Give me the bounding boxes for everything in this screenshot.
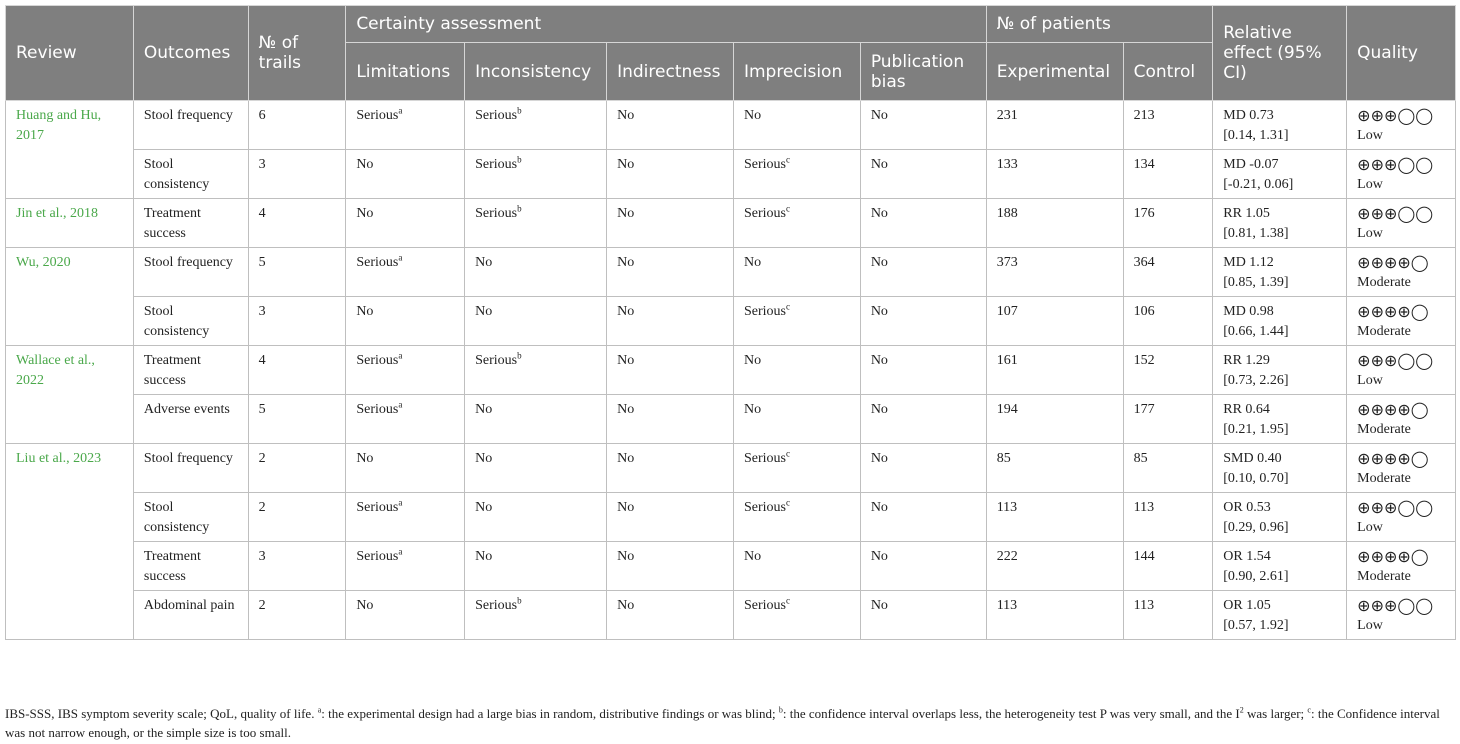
quality-cell — [1347, 297, 1456, 346]
imprecision-cell — [733, 444, 860, 493]
header-control: Control — [1123, 43, 1213, 101]
trials-cell: 4 — [248, 346, 346, 395]
inconsistency-cell-footnote-mark: b — [517, 595, 522, 606]
imprecision-cell-text: Serious — [743, 500, 786, 515]
inconsistency-cell-text: No — [475, 549, 493, 564]
publication-bias-cell: No — [860, 297, 986, 346]
outcome-cell: Abdominal pain — [133, 591, 248, 640]
imprecision-cell-text: Serious — [743, 157, 786, 172]
limitations-cell-text: Serious — [356, 500, 399, 515]
outcome-cell: Treatment success — [133, 542, 248, 591]
quality-rating: Moderate — [1357, 471, 1411, 486]
confidence-interval: [0.57, 1.92] — [1223, 618, 1289, 633]
inconsistency-cell-text: No — [475, 304, 493, 319]
publication-bias-cell: No — [860, 199, 986, 248]
confidence-interval: [-0.21, 0.06] — [1223, 177, 1294, 192]
experimental-cell: 373 — [986, 248, 1123, 297]
imprecision-cell-footnote-mark: c — [785, 595, 790, 606]
quality-symbols-icon: ⊕⊕⊕◯◯ — [1357, 596, 1434, 615]
limitations-cell — [346, 591, 465, 640]
inconsistency-cell — [465, 395, 607, 444]
quality-cell — [1347, 346, 1456, 395]
quality-symbols-icon: ⊕⊕⊕⊕◯ — [1357, 400, 1429, 419]
confidence-interval: [0.73, 2.26] — [1223, 373, 1289, 388]
control-cell: 113 — [1123, 591, 1213, 640]
imprecision-cell-footnote-mark: c — [785, 154, 790, 165]
effect-estimate: MD 0.73 — [1223, 108, 1274, 123]
limitations-cell-text: Serious — [356, 108, 399, 123]
control-cell: 106 — [1123, 297, 1213, 346]
quality-cell — [1347, 444, 1456, 493]
imprecision-cell — [733, 101, 860, 150]
limitations-cell-text: No — [356, 598, 374, 613]
table-row — [6, 199, 1456, 248]
inconsistency-cell-text: Serious — [475, 206, 518, 221]
trials-cell: 5 — [248, 248, 346, 297]
imprecision-cell-text: No — [743, 549, 762, 564]
imprecision-cell — [733, 248, 860, 297]
outcome-cell: Treatment success — [133, 199, 248, 248]
inconsistency-cell-text: No — [475, 255, 493, 270]
publication-bias-cell: No — [860, 346, 986, 395]
quality-rating: Moderate — [1357, 569, 1411, 584]
trials-cell: 2 — [248, 493, 346, 542]
effect-estimate: MD -0.07 — [1223, 157, 1279, 172]
quality-cell — [1347, 395, 1456, 444]
limitations-cell-text: No — [356, 157, 374, 172]
limitations-cell — [346, 395, 465, 444]
experimental-cell: 85 — [986, 444, 1123, 493]
outcome-cell: Stool frequency — [133, 101, 248, 150]
quality-rating: Low — [1357, 128, 1383, 143]
quality-symbols-icon: ⊕⊕⊕⊕◯ — [1357, 302, 1429, 321]
inconsistency-cell — [465, 297, 607, 346]
quality-cell — [1347, 591, 1456, 640]
relative-effect-cell — [1213, 346, 1347, 395]
effect-estimate: MD 0.98 — [1223, 304, 1274, 319]
inconsistency-cell — [465, 199, 607, 248]
header-trials: № of trails — [248, 6, 346, 101]
table-row — [6, 346, 1456, 395]
publication-bias-cell: No — [860, 542, 986, 591]
limitations-cell-text: No — [356, 451, 374, 466]
relative-effect-cell — [1213, 395, 1347, 444]
outcome-cell: Stool consistency — [133, 297, 248, 346]
indirectness-cell: No — [607, 395, 734, 444]
header-quality: Quality — [1347, 6, 1456, 101]
table-row — [6, 444, 1456, 493]
imprecision-cell-footnote-mark: c — [785, 448, 790, 459]
relative-effect-cell — [1213, 150, 1347, 199]
review-cell: Wallace et al., 2022 — [6, 346, 134, 444]
outcome-cell: Stool consistency — [133, 150, 248, 199]
control-cell: 152 — [1123, 346, 1213, 395]
inconsistency-cell — [465, 101, 607, 150]
quality-cell — [1347, 248, 1456, 297]
trials-cell: 5 — [248, 395, 346, 444]
trials-cell: 3 — [248, 150, 346, 199]
inconsistency-cell — [465, 346, 607, 395]
confidence-interval: [0.21, 1.95] — [1223, 422, 1289, 437]
indirectness-cell: No — [607, 493, 734, 542]
publication-bias-cell: No — [860, 591, 986, 640]
limitations-cell-footnote-mark: a — [398, 350, 403, 361]
limitations-cell — [346, 101, 465, 150]
limitations-cell-text: Serious — [356, 549, 399, 564]
imprecision-cell — [733, 542, 860, 591]
imprecision-cell-text: No — [743, 353, 762, 368]
table-row — [6, 493, 1456, 542]
inconsistency-cell — [465, 150, 607, 199]
review-cell: Huang and Hu, 2017 — [6, 101, 134, 199]
trials-cell: 2 — [248, 444, 346, 493]
table-body — [6, 101, 1456, 640]
inconsistency-cell-footnote-mark: b — [517, 154, 522, 165]
publication-bias-cell: No — [860, 248, 986, 297]
table-row — [6, 591, 1456, 640]
confidence-interval: [0.29, 0.96] — [1223, 520, 1289, 535]
header-relative-effect: Relative effect (95% CI) — [1213, 6, 1347, 101]
quality-cell — [1347, 493, 1456, 542]
imprecision-cell-footnote-mark: c — [785, 497, 790, 508]
header-certainty-assessment: Certainty assessment — [346, 6, 986, 43]
publication-bias-cell: No — [860, 493, 986, 542]
confidence-interval: [0.81, 1.38] — [1223, 226, 1289, 241]
quality-rating: Moderate — [1357, 422, 1411, 437]
indirectness-cell: No — [607, 248, 734, 297]
effect-estimate: OR 1.05 — [1223, 598, 1271, 613]
limitations-cell-text: Serious — [356, 353, 399, 368]
inconsistency-cell-text: Serious — [475, 108, 518, 123]
indirectness-cell: No — [607, 444, 734, 493]
trials-cell: 2 — [248, 591, 346, 640]
limitations-cell — [346, 493, 465, 542]
limitations-cell-text: Serious — [356, 255, 399, 270]
limitations-cell — [346, 346, 465, 395]
effect-estimate: RR 0.64 — [1223, 402, 1270, 417]
publication-bias-cell: No — [860, 395, 986, 444]
limitations-cell-text: No — [356, 304, 374, 319]
experimental-cell: 113 — [986, 591, 1123, 640]
quality-cell — [1347, 101, 1456, 150]
relative-effect-cell — [1213, 591, 1347, 640]
indirectness-cell: No — [607, 542, 734, 591]
inconsistency-cell-text: No — [475, 451, 493, 466]
publication-bias-cell: No — [860, 444, 986, 493]
control-cell: 134 — [1123, 150, 1213, 199]
quality-rating: Low — [1357, 373, 1383, 388]
review-cell: Wu, 2020 — [6, 248, 134, 346]
imprecision-cell — [733, 591, 860, 640]
imprecision-cell-text: Serious — [743, 304, 786, 319]
quality-symbols-icon: ⊕⊕⊕⊕◯ — [1357, 449, 1429, 468]
limitations-cell — [346, 297, 465, 346]
table-row — [6, 395, 1456, 444]
relative-effect-cell — [1213, 101, 1347, 150]
effect-estimate: MD 1.12 — [1223, 255, 1274, 270]
imprecision-cell-text: No — [743, 402, 762, 417]
limitations-cell-footnote-mark: a — [398, 105, 403, 116]
quality-symbols-icon: ⊕⊕⊕◯◯ — [1357, 106, 1434, 125]
inconsistency-cell-text: Serious — [475, 353, 518, 368]
relative-effect-cell — [1213, 444, 1347, 493]
inconsistency-cell-footnote-mark: b — [517, 203, 522, 214]
quality-rating: Low — [1357, 177, 1383, 192]
control-cell: 176 — [1123, 199, 1213, 248]
limitations-cell — [346, 199, 465, 248]
relative-effect-cell — [1213, 297, 1347, 346]
relative-effect-cell — [1213, 248, 1347, 297]
quality-symbols-icon: ⊕⊕⊕◯◯ — [1357, 204, 1434, 223]
quality-symbols-icon: ⊕⊕⊕◯◯ — [1357, 155, 1434, 174]
limitations-cell-footnote-mark: a — [398, 497, 403, 508]
limitations-cell — [346, 150, 465, 199]
indirectness-cell: No — [607, 101, 734, 150]
quality-cell — [1347, 199, 1456, 248]
imprecision-cell — [733, 297, 860, 346]
trials-cell: 4 — [248, 199, 346, 248]
limitations-cell — [346, 542, 465, 591]
inconsistency-cell-text: Serious — [475, 157, 518, 172]
imprecision-cell-text: No — [743, 108, 762, 123]
limitations-cell-footnote-mark: a — [398, 399, 403, 410]
quality-rating: Moderate — [1357, 275, 1411, 290]
imprecision-cell-footnote-mark: c — [785, 301, 790, 312]
quality-symbols-icon: ⊕⊕⊕⊕◯ — [1357, 547, 1429, 566]
imprecision-cell-text: Serious — [743, 206, 786, 221]
relative-effect-cell — [1213, 199, 1347, 248]
quality-cell — [1347, 542, 1456, 591]
limitations-cell-text: No — [356, 206, 374, 221]
inconsistency-cell — [465, 248, 607, 297]
header-imprecision: Imprecision — [733, 43, 860, 101]
indirectness-cell: No — [607, 297, 734, 346]
inconsistency-cell — [465, 493, 607, 542]
outcome-cell: Adverse events — [133, 395, 248, 444]
header-review: Review — [6, 6, 134, 101]
quality-symbols-icon: ⊕⊕⊕⊕◯ — [1357, 253, 1429, 272]
confidence-interval: [0.10, 0.70] — [1223, 471, 1289, 486]
effect-estimate: RR 1.29 — [1223, 353, 1270, 368]
experimental-cell: 113 — [986, 493, 1123, 542]
experimental-cell: 161 — [986, 346, 1123, 395]
control-cell: 364 — [1123, 248, 1213, 297]
imprecision-cell-text: Serious — [743, 598, 786, 613]
table-row — [6, 297, 1456, 346]
header-outcomes: Outcomes — [133, 6, 248, 101]
limitations-cell-footnote-mark: a — [398, 252, 403, 263]
indirectness-cell: No — [607, 199, 734, 248]
table-row — [6, 101, 1456, 150]
header-patients: № of patients — [986, 6, 1213, 43]
inconsistency-cell — [465, 444, 607, 493]
imprecision-cell — [733, 346, 860, 395]
header-publication-bias: Publication bias — [860, 43, 986, 101]
experimental-cell: 231 — [986, 101, 1123, 150]
inconsistency-cell — [465, 591, 607, 640]
publication-bias-cell: No — [860, 150, 986, 199]
outcome-cell: Stool frequency — [133, 444, 248, 493]
confidence-interval: [0.85, 1.39] — [1223, 275, 1289, 290]
limitations-cell-footnote-mark: a — [398, 546, 403, 557]
quality-symbols-icon: ⊕⊕⊕◯◯ — [1357, 498, 1434, 517]
table-row — [6, 542, 1456, 591]
quality-rating: Low — [1357, 618, 1383, 633]
experimental-cell: 133 — [986, 150, 1123, 199]
quality-symbols-icon: ⊕⊕⊕◯◯ — [1357, 351, 1434, 370]
effect-estimate: OR 1.54 — [1223, 549, 1271, 564]
control-cell: 177 — [1123, 395, 1213, 444]
outcome-cell: Treatment success — [133, 346, 248, 395]
review-cell: Jin et al., 2018 — [6, 199, 134, 248]
quality-cell — [1347, 150, 1456, 199]
control-cell: 85 — [1123, 444, 1213, 493]
inconsistency-cell-footnote-mark: b — [517, 350, 522, 361]
quality-rating: Moderate — [1357, 324, 1411, 339]
header-experimental: Experimental — [986, 43, 1123, 101]
experimental-cell: 222 — [986, 542, 1123, 591]
confidence-interval: [0.66, 1.44] — [1223, 324, 1289, 339]
trials-cell: 6 — [248, 101, 346, 150]
control-cell: 213 — [1123, 101, 1213, 150]
limitations-cell — [346, 444, 465, 493]
table-row — [6, 248, 1456, 297]
trials-cell: 3 — [248, 297, 346, 346]
effect-estimate: RR 1.05 — [1223, 206, 1270, 221]
outcome-cell: Stool frequency — [133, 248, 248, 297]
inconsistency-cell-text: No — [475, 402, 493, 417]
trials-cell: 3 — [248, 542, 346, 591]
review-cell: Liu et al., 2023 — [6, 444, 134, 640]
inconsistency-cell-footnote-mark: b — [517, 105, 522, 116]
imprecision-cell-footnote-mark: c — [785, 203, 790, 214]
limitations-cell-text: Serious — [356, 402, 399, 417]
control-cell: 144 — [1123, 542, 1213, 591]
relative-effect-cell — [1213, 493, 1347, 542]
table-footnote: IBS-SSS, IBS symptom severity scale; QoL, quality of life. $^a$: the experimental design had a large bias in random, distributive findings or was blind; $^b$: the confidence interval overlaps less, the heterogeneity test P was very small, and the $I^2$ was larger; $^c$: the Confidence interval was not narrow enough, or the simple size is too small. — [5, 705, 1440, 740]
experimental-cell: 194 — [986, 395, 1123, 444]
indirectness-cell: No — [607, 591, 734, 640]
confidence-interval: [0.14, 1.31] — [1223, 128, 1289, 143]
experimental-cell: 188 — [986, 199, 1123, 248]
inconsistency-cell-text: No — [475, 500, 493, 515]
inconsistency-cell-text: Serious — [475, 598, 518, 613]
outcome-cell: Stool consistency — [133, 493, 248, 542]
imprecision-cell — [733, 199, 860, 248]
table-row — [6, 150, 1456, 199]
quality-rating: Low — [1357, 226, 1383, 241]
relative-effect-cell — [1213, 542, 1347, 591]
indirectness-cell: No — [607, 346, 734, 395]
imprecision-cell-text: No — [743, 255, 762, 270]
grade-table — [5, 5, 1456, 640]
effect-estimate: SMD 0.40 — [1223, 451, 1282, 466]
indirectness-cell: No — [607, 150, 734, 199]
effect-estimate: OR 0.53 — [1223, 500, 1271, 515]
imprecision-cell — [733, 150, 860, 199]
confidence-interval: [0.90, 2.61] — [1223, 569, 1289, 584]
control-cell: 113 — [1123, 493, 1213, 542]
header-inconsistency: Inconsistency — [465, 43, 607, 101]
quality-rating: Low — [1357, 520, 1383, 535]
publication-bias-cell: No — [860, 101, 986, 150]
experimental-cell: 107 — [986, 297, 1123, 346]
header-limitations: Limitations — [346, 43, 465, 101]
header-indirectness: Indirectness — [607, 43, 734, 101]
inconsistency-cell — [465, 542, 607, 591]
imprecision-cell — [733, 493, 860, 542]
imprecision-cell — [733, 395, 860, 444]
limitations-cell — [346, 248, 465, 297]
imprecision-cell-text: Serious — [743, 451, 786, 466]
